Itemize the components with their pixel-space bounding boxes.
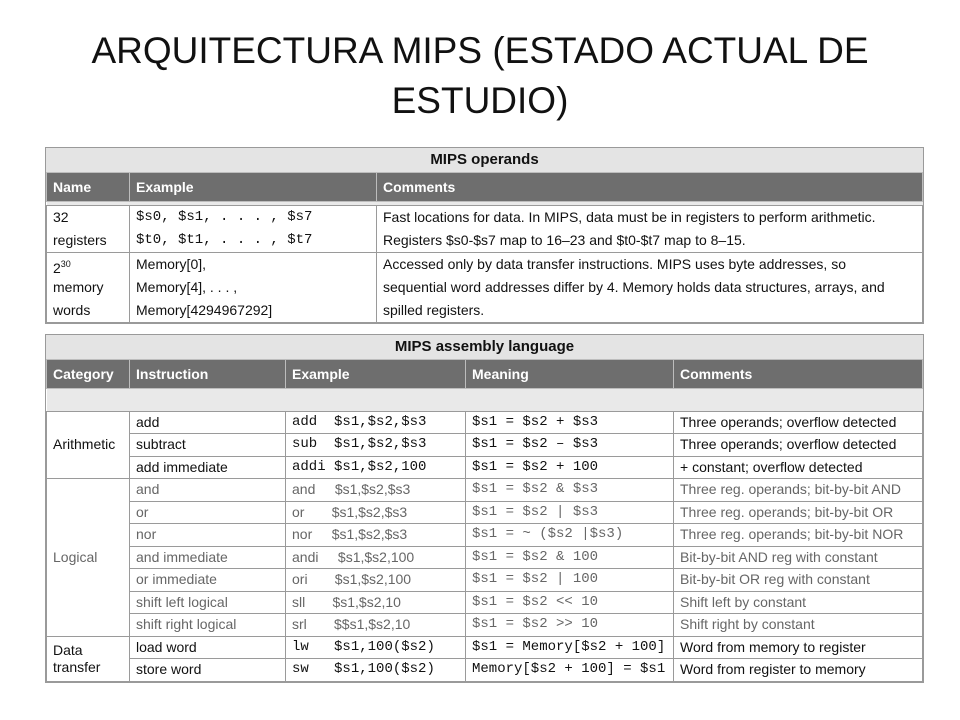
slide-title-line-1: ARQUITECTURA MIPS (ESTADO ACTUAL DE [91, 30, 869, 71]
operand-comments: Accessed only by data transfer instructions. MIPS uses byte addresses, so sequential word addresses differ by 4. Memory holds data structures, arrays, and spilled registers. [377, 253, 923, 323]
operands-col-name: Name [47, 173, 130, 202]
assembly-heading: MIPS assembly language [46, 335, 923, 359]
table-row: and immediate andi $s1,$s2,100 $s1 = $s2 & 100 Bit-by-bit AND reg with constant [47, 546, 923, 569]
operand-name: 32 registers [47, 206, 130, 253]
mips-assembly-table [45, 334, 924, 683]
operands-col-example: Example [130, 173, 377, 202]
operands-row-memory [47, 253, 923, 323]
table-row: Arithmetic add add $s1,$s2,$s3 $s1 = $s2 + $s3 Three operands; overflow detected [47, 411, 923, 434]
operands-header-row [47, 173, 923, 202]
slide-title [0, 26, 960, 126]
category-arithmetic: Arithmetic [47, 411, 130, 479]
slide-title-line-2: ESTUDIO) [391, 80, 569, 121]
table-row: add immediate addi $s1,$s2,100 $s1 = $s2 + 100 + constant; overflow detected [47, 456, 923, 479]
operand-name: $2^{30}$ memory words [47, 253, 130, 323]
operand-example: Memory[0], Memory[4], . . . , Memory[4294967292] [130, 253, 377, 323]
table-row: nor nor $s1,$s2,$s3 $s1 = ~ ($s2 |$s3) Three reg. operands; bit-by-bit NOR [47, 524, 923, 547]
operands-heading: MIPS operands [46, 148, 923, 172]
operands-col-comments: Comments [377, 173, 923, 202]
category-data-transfer: Data transfer [47, 636, 130, 681]
assembly-col-comments: Comments [674, 360, 923, 389]
operand-example: $s0, $s1, . . . , $s7 $t0, $t1, . . . , $t7 [130, 206, 377, 253]
table-row: Logical and and $s1,$s2,$s3 $s1 = $s2 & $s3 Three reg. operands; bit-by-bit AND [47, 479, 923, 502]
mips-operands-table [45, 147, 924, 324]
table-row: subtract sub $s1,$s2,$s3 $s1 = $s2 – $s3 Three operands; overflow detected [47, 434, 923, 457]
assembly-col-example: Example [286, 360, 466, 389]
table-row: shift left logical sll $s1,$s2,10 $s1 = $s2 << 10 Shift left by constant [47, 591, 923, 614]
table-row: Data transfer load word lw $s1,100($s2) $s1 = Memory[$s2 + 100] Word from memory to register [47, 636, 923, 659]
category-logical: Logical [47, 479, 130, 637]
assembly-col-instruction: Instruction [130, 360, 286, 389]
table-row: or or $s1,$s2,$s3 $s1 = $s2 | $s3 Three reg. operands; bit-by-bit OR [47, 501, 923, 524]
operands-row-registers [47, 206, 923, 253]
assembly-header-row [47, 360, 923, 389]
table-row: or immediate ori $s1,$s2,100 $s1 = $s2 | 100 Bit-by-bit OR reg with constant [47, 569, 923, 592]
table-row: shift right logical srl $$s1,$s2,10 $s1 = $s2 >> 10 Shift right by constant [47, 614, 923, 637]
operand-comments: Fast locations for data. In MIPS, data must be in registers to perform arithmetic. Registers $s0-$s7 map to 16–23 and $t0-$t7 map to 8–15. [377, 206, 923, 253]
assembly-col-meaning: Meaning [466, 360, 674, 389]
table-row: store word sw $s1,100($s2) Memory[$s2 + 100] = $s1 Word from register to memory [47, 659, 923, 682]
assembly-col-category: Category [47, 360, 130, 389]
